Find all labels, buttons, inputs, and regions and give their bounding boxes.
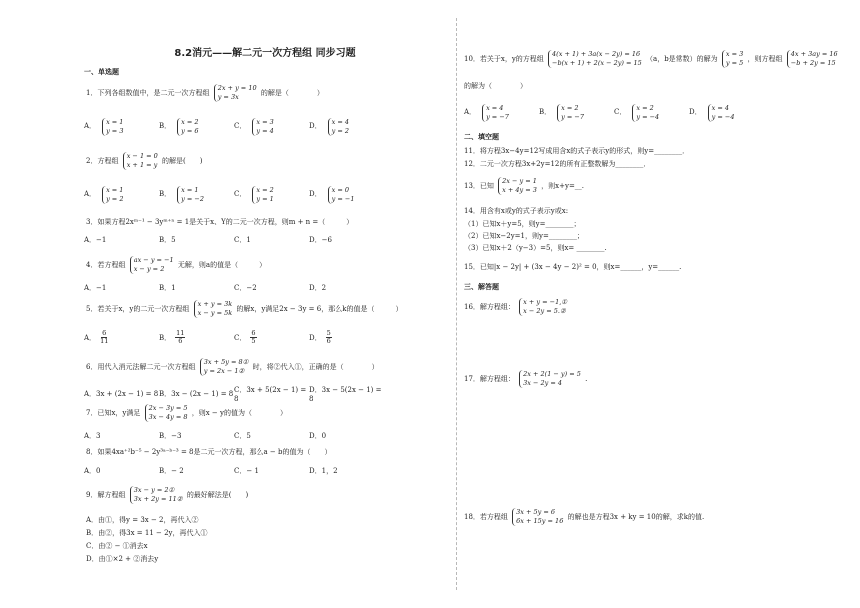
question-7-options <box>84 432 446 441</box>
option-c[interactable]: C．由② − ①消去x <box>86 542 148 550</box>
option-a[interactable]: A．3x + (2x − 1) = 8 <box>84 390 159 399</box>
question-14: 14．用含有x或y的式子表示y或x: <box>464 207 569 215</box>
option-b[interactable]: B． x = 1 y = −2 <box>159 186 204 203</box>
option-d[interactable]: D． $\frac{5}{6}$ <box>309 329 331 346</box>
option-a[interactable]: A． $\frac{6}{11}$ <box>84 329 109 346</box>
question-8-options <box>84 467 446 476</box>
option-d[interactable]: D． x = 0 y = −1 <box>309 186 355 203</box>
question-1: 1．下列各组数值中，是二元一次方程组 2x + y = 10 y = 3x 的解是（ ） <box>86 84 324 101</box>
equation-system: 2x + y = 10 y = 3x <box>214 84 257 102</box>
equation-system: x + y = −1,① x − 2y = 5.② <box>519 298 567 316</box>
question-8: 8．如果4xa⁺²b⁻⁵ − 2y³ᵃ⁻ᵇ⁻³ = 8是二元一次方程，那么a − b的值为（ ） <box>86 448 332 456</box>
question-7: 7．已知x，y满足 2x − 3y = 5 3x − 4y = 8 ，则x − y的值为（ ） <box>86 404 287 421</box>
question-18: 18．若方程组 3x + 5y = 6 6x + 15y = 16 的解也是方程3x + ky = 10的解，求k的值. <box>464 508 705 525</box>
question-14-part-3: （3）已知x＋2（y−3）=5，则x= ________. <box>464 244 607 252</box>
option-b[interactable]: B． x = 2 y = −7 <box>539 104 584 121</box>
equation-system: x + y = 3k x − y = 5k <box>194 300 233 318</box>
question-2: 2．方程组 x − 1 = 0 x + 1 = y 的解是( ) <box>86 152 203 169</box>
question-14-part-2: （2）已知x−2y=1，则y=________； <box>464 232 584 240</box>
question-5: 5．若关于x，y的二元一次方程组 x + y = 3k x − y = 5k 的解x，y满足2x − 3y = 6，那么k的值是（ ） <box>86 300 403 317</box>
option-d[interactable]: D．由①×2 + ②消去y <box>86 555 159 563</box>
option-c[interactable]: C．− 1 <box>234 467 259 475</box>
option-a[interactable]: A． x = 1 y = 3 <box>84 118 124 135</box>
question-10-options <box>464 104 794 122</box>
section-single-choice: 一、单选题 <box>84 68 119 76</box>
question-10: 10．若关于x，y的方程组 4(x + 1) + 3a(x − 2y) = 16 −b(x + 1) + 2(x − 2y) = 15 （a，b是常数）的解为 x = 3 y = 5 ，则方程组 4x + 3ay = 16 −b + 2y = 15 <box>464 50 838 67</box>
question-4-options <box>84 284 446 293</box>
question-3: 3．如果方程2xᵐ⁻¹ − 3yᵐ⁺ⁿ = 1是关于x、Y的二元一次方程，则m + n =（ ） <box>86 218 354 226</box>
equation-system: 4(x + 1) + 3a(x − 2y) = 16 −b(x + 1) + 2(x − 2y) = 15 <box>548 50 642 68</box>
question-11: 11．将方程3x−4y=12写成用含x的式子表示y的形式，则y=________． <box>464 147 690 155</box>
question-5-options <box>84 330 446 346</box>
option-d[interactable]: D．2 <box>309 284 327 292</box>
question-13: 13．已知 2x − y = 1 x + 4y = 3 ，则x+y=__. <box>464 177 585 194</box>
option-c[interactable]: C．3x + 5(2x − 1) = 8 <box>234 386 307 403</box>
option-b[interactable]: B．由②，得3x = 11 − 2y，再代入① <box>86 529 208 537</box>
equation-system: ax − y = −1 x − y = 2 <box>130 256 174 274</box>
question-2-options <box>84 186 446 204</box>
option-c[interactable]: C． x = 3 y = 4 <box>234 118 274 135</box>
option-d[interactable]: D．1，2 <box>309 467 338 475</box>
section-solve: 三、解答题 <box>464 283 499 291</box>
question-1-options <box>84 118 446 136</box>
option-b[interactable]: B．5 <box>159 236 176 244</box>
equation-system: 2x − 3y = 5 3x − 4y = 8 <box>145 404 188 422</box>
option-a[interactable]: A．−1 <box>84 284 107 292</box>
option-c[interactable]: C．5 <box>234 432 251 440</box>
question-12: 12．二元一次方程3x+2y=12的所有正整数解为________． <box>464 160 651 168</box>
equation-system: 3x + 5y = 8① y = 2x − 1② <box>200 358 249 376</box>
question-17: 17．解方程组： 2x + 2(1 − y) = 5 3x − 2y = 4 . <box>464 370 588 387</box>
option-c[interactable]: C． x = 2 y = 1 <box>234 186 274 203</box>
page-divider <box>456 18 457 590</box>
option-c[interactable]: C． $\frac{6}{5}$ <box>234 329 256 346</box>
section-fill-in: 二、填空题 <box>464 133 499 141</box>
equation-system: 2x + 2(1 − y) = 5 3x − 2y = 4 <box>519 370 581 388</box>
equation-system: 2x − y = 1 x + 4y = 3 <box>498 177 537 195</box>
option-d[interactable]: D．−6 <box>309 236 332 244</box>
option-b[interactable]: B．3x − (2x − 1) = 8 <box>159 390 234 399</box>
option-c[interactable]: C．1 <box>234 236 251 244</box>
option-a[interactable]: A．−1 <box>84 236 107 244</box>
question-10-stem-end: 的解为（ ） <box>464 82 527 90</box>
option-d[interactable]: D．3x − 5(2x − 1) = 8 <box>309 386 382 403</box>
option-a[interactable]: A． x = 4 y = −7 <box>464 104 509 121</box>
question-4: 4．若方程组 ax − y = −1 x − y = 2 无解，则a的值是（ ） <box>86 256 267 273</box>
page-title: 8.2消元——解二元一次方程组 同步习题 <box>174 48 356 59</box>
option-c[interactable]: C．−2 <box>234 284 257 292</box>
question-6: 6．用代入消元法解二元一次方程组 3x + 5y = 8① y = 2x − 1② 时，将②代入①，正确的是（ ） <box>86 358 379 375</box>
option-b[interactable]: B．− 2 <box>159 467 184 475</box>
option-a[interactable]: A．由①，得y = 3x − 2，再代入② <box>86 516 199 524</box>
question-3-options <box>84 236 446 245</box>
equation-system: x − 1 = 0 x + 1 = y <box>123 152 158 170</box>
option-d[interactable]: D．0 <box>309 432 327 440</box>
question-16: 16．解方程组： x + y = −1,① x − 2y = 5.② <box>464 298 568 315</box>
question-9: 9．解方程组 3x − y = 2① 3x + 2y = 11② 的最好解法是( ) <box>86 486 249 503</box>
equation-system: 3x + 5y = 6 6x + 15y = 16 <box>512 508 563 526</box>
option-b[interactable]: B．1 <box>159 284 176 292</box>
equation-system: x = 3 y = 5 <box>722 50 743 68</box>
equation-system: 3x − y = 2① 3x + 2y = 11② <box>130 486 183 504</box>
option-a[interactable]: A．0 <box>84 467 101 475</box>
question-14-part-1: （1）已知x＋y=5，则y=________； <box>464 220 581 228</box>
option-b[interactable]: B． x = 2 y = 6 <box>159 118 199 135</box>
option-c[interactable]: C． x = 2 y = −4 <box>614 104 660 121</box>
option-a[interactable]: A．3 <box>84 432 101 440</box>
question-6-options <box>84 386 446 404</box>
equation-system: 4x + 3ay = 16 −b + 2y = 15 <box>787 50 838 68</box>
option-a[interactable]: A． x = 1 y = 2 <box>84 186 124 203</box>
question-15: 15．已知|x − 2y| + (3x − 4y − 2)² = 0，则x=______，y=______. <box>464 263 682 271</box>
option-b[interactable]: B．−3 <box>159 432 182 440</box>
option-d[interactable]: D． x = 4 y = −4 <box>689 104 735 121</box>
option-b[interactable]: B． $\frac{11}{6}$ <box>159 329 185 346</box>
option-d[interactable]: D． x = 4 y = 2 <box>309 118 350 135</box>
